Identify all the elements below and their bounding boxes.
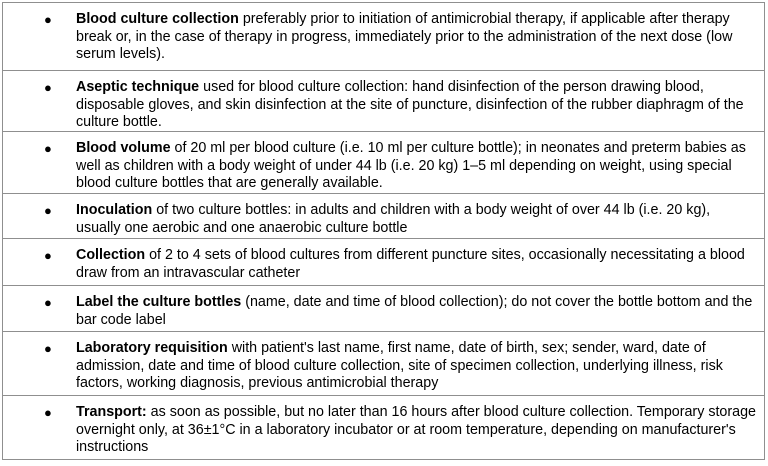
row-term: Aseptic technique [76, 79, 200, 95]
row-term: Blood volume [76, 140, 171, 156]
bullet-icon: ● [44, 405, 52, 420]
row-description: with patient's last name, first name, date of birth, sex; sender, ward, date of admission, date and time of blood culture collection, site of specimen collection, underlying illness, risk factors, working diagnosis, previous antimicrobial therapy [76, 340, 723, 391]
table-row [2, 132, 765, 194]
table-row [2, 239, 765, 286]
row-text [76, 340, 756, 393]
row-description: (name, date and time of blood collection); do not cover the bottle bottom and the bar code label [76, 294, 753, 328]
row-term: Laboratory requisition [76, 340, 228, 356]
row-term: Inoculation [76, 202, 153, 218]
row-description: of 2 to 4 sets of blood cultures from different puncture sites, occasionally necessitating a blood draw from an intravascular catheter [76, 247, 745, 281]
row-term: Collection [76, 247, 146, 263]
guidelines-table [2, 2, 765, 460]
row-text [76, 404, 756, 457]
bullet-icon: ● [44, 203, 52, 218]
table-row [2, 71, 765, 132]
table-row [2, 3, 765, 71]
bullet-icon: ● [44, 248, 52, 263]
bullet-icon: ● [44, 295, 52, 310]
table-row [2, 286, 765, 332]
row-text [76, 140, 756, 193]
bullet-icon: ● [44, 12, 52, 27]
row-text [76, 294, 756, 329]
row-text [76, 79, 756, 132]
bullet-icon: ● [44, 141, 52, 156]
table-row [2, 396, 765, 460]
bullet-icon: ● [44, 341, 52, 356]
bullet-icon: ● [44, 80, 52, 95]
row-description: preferably prior to initiation of antimicrobial therapy, if applicable after therapy break or, in the case of therapy in progress, immediately prior to the administration of the next dose (low serum levels). [76, 11, 733, 62]
row-text [76, 247, 756, 282]
row-description: of 20 ml per blood culture (i.e. 10 ml per culture bottle); in neonates and preterm babies as well as children with a body weight of under 44 lb (i.e. 20 kg) 1–5 ml depending on weight, using special blood culture bottles that are generally available. [76, 140, 746, 191]
row-term: Label the culture bottles [76, 294, 242, 310]
row-term: Transport: [76, 404, 147, 420]
row-description: used for blood culture collection: hand disinfection of the person drawing blood, disposable gloves, and skin disinfection at the site of puncture, disinfection of the rubber diaphragm of the culture bottle. [76, 79, 744, 130]
row-description: of two culture bottles: in adults and children with a body weight of over 44 lb (i.e. 20 kg), usually one aerobic and one anaerobic culture bottle [76, 202, 711, 236]
table-row [2, 332, 765, 396]
row-text [76, 11, 756, 64]
row-description: as soon as possible, but no later than 16 hours after blood culture collection. Temporary storage overnight only, at 36±1°C in a laboratory incubator or at room temperature, depending on manufacturer's instructions [76, 404, 757, 455]
row-text [76, 202, 756, 237]
table-row [2, 194, 765, 239]
row-term: Blood culture collection [76, 11, 239, 27]
